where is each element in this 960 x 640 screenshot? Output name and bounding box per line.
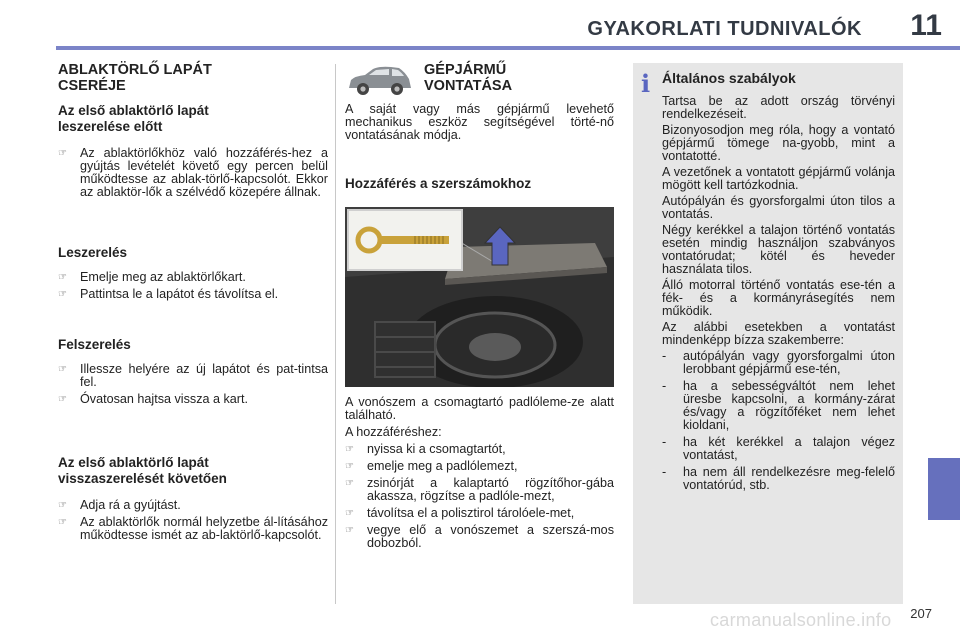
header-rule (56, 46, 960, 50)
hand-pointer-icon: ☞ (58, 289, 67, 300)
watermark: carmanualsonline.info (710, 610, 892, 630)
before-removal-title-line2: leszerelése előtt (58, 119, 163, 134)
info-paragraph: Autópályán és gyorsforgalmi úton tilos a vontatás. (662, 194, 895, 221)
info-paragraph: Négy kerékkel a talajon történő vontatás esetén mindig használjon szabványos vontatórudat; kötél és heveder használata tilos. (662, 223, 895, 276)
wiper-title-line1: ABLAKTÖRLŐ LAPÁT (58, 62, 212, 78)
list-item: ☞ nyissa ki a csomagtartót, (345, 442, 506, 456)
tools-access-text: A vonószem a csomagtartó padlóleme-ze alatt található. A hozzáféréshez: ☞ nyissa ki a csomagtartót, ☞ emelje meg a padlólemezt, ☞ zsinórját a kalaptartó rögzítőhor-gába akassza, rögzítse a padlóle-mezt, ☞ távolítsa el a polisztirol tárolóele-met, ☞ vegye elő a vonószemet a szerszá-mos dobozból. (345, 395, 614, 550)
after-refit-block (58, 455, 328, 546)
hand-pointer-icon: ☞ (345, 508, 354, 519)
towing-title (424, 62, 614, 94)
tools-access-list (345, 443, 614, 550)
info-paragraph: Bizonyosodjon meg róla, hogy a vontató gépjármű tömege na-gyobb, mint a vontatotté. (662, 123, 895, 163)
page-number: 207 (910, 606, 932, 621)
tools-access-title: Hozzáférés a szerszámokhoz (345, 176, 532, 191)
page-header (0, 0, 960, 48)
list-item: ☞ Emelje meg az ablaktörlőkart. (58, 270, 246, 284)
info-dash-list (662, 350, 895, 492)
install-title: Felszerelés (58, 337, 131, 352)
list-item: ☞ Illessze helyére az új lapátot és pat-tintsa fel. (58, 362, 328, 389)
list-item: - ha nem áll rendelkezésre meg-felelő vontatórúd, stb. (662, 465, 895, 492)
info-body (662, 95, 895, 496)
hand-pointer-icon: ☞ (58, 500, 67, 511)
install-list (58, 363, 328, 406)
info-icon: i (641, 69, 651, 98)
list-item: ☞ Óvatosan hajtsa vissza a kart. (58, 392, 248, 406)
towing-eye-icon (349, 211, 461, 269)
car-icon (345, 64, 415, 98)
after-refit-title-line2: visszaszerelését követően (58, 471, 227, 486)
info-title: Általános szabályok (662, 70, 796, 86)
after-refit-list (58, 499, 328, 542)
chapter-tab (928, 458, 960, 520)
trunk-photo (345, 207, 614, 387)
hand-pointer-icon: ☞ (58, 364, 67, 375)
column-divider (335, 64, 336, 604)
chapter-number: 11 (910, 9, 942, 42)
header-title: GYAKORLATI TUDNIVALÓK (587, 18, 862, 40)
list-item: ☞ Az ablaktörlők normál helyzetbe ál-lításához működtesse ismét az ab-laktörlő-kapcsolót. (58, 515, 328, 542)
towing-title-line1: GÉPJÁRMŰ (424, 62, 507, 78)
hand-pointer-icon: ☞ (58, 394, 67, 405)
wiper-section-title (58, 62, 328, 94)
list-item: ☞ zsinórját a kalaptartó rögzítőhor-gába akassza, rögzítse a padlóle-mezt, (345, 476, 614, 503)
hand-pointer-icon: ☞ (58, 517, 67, 528)
list-item: - ha a sebességváltót nem lehet üresbe kapcsolni, a kormány-zárat és/vagy a rögzítőféket nem lehet kioldani, (662, 379, 895, 432)
towing-eye-inset (347, 209, 463, 271)
list-item: - ha két kerékkel a talajon végez vontatást, (662, 435, 895, 462)
list-item: ☞ távolítsa el a polisztirol tárolóele-met, (345, 506, 575, 520)
removal-title: Leszerelés (58, 245, 128, 260)
before-removal-list (58, 147, 328, 199)
info-paragraph: Tartsa be az adott ország törvényi rendelkezéseit. (662, 94, 895, 121)
hand-pointer-icon: ☞ (345, 444, 354, 455)
hand-pointer-icon: ☞ (58, 148, 67, 159)
wiper-title-line2: CSERÉJE (58, 78, 126, 94)
info-paragraph: Az alábbi esetekben a vontatást mindenképp bízza szakemberre: (662, 320, 895, 347)
hand-pointer-icon: ☞ (345, 478, 354, 489)
hand-pointer-icon: ☞ (345, 525, 354, 536)
hand-pointer-icon: ☞ (345, 461, 354, 472)
info-paragraph: A vezetőnek a vontatott gépjármű volánja mögött kell tartózkodnia. (662, 165, 895, 192)
hand-pointer-icon: ☞ (58, 272, 67, 283)
list-item: ☞ Az ablaktörlőkhöz való hozzáférés-hez a gyújtás levételét követő egy percen belül működtesse az ablak-törlő-kapcsolót. Ekkor az ablaktör-lők a szélvédő közepére állnak. (58, 146, 328, 199)
removal-list (58, 271, 328, 301)
list-item: ☞ emelje meg a padlólemezt, (345, 459, 518, 473)
list-item: ☞ vegye elő a vonószemet a szerszá-mos dobozból. (345, 523, 614, 550)
before-removal-block (58, 103, 328, 203)
after-refit-title-line1: Az első ablaktörlő lapát (58, 455, 209, 470)
info-paragraph: Álló motorral történő vontatás ese-tén a fék- és a kormányrásegítés nem működik. (662, 278, 895, 318)
list-item: ☞ Pattintsa le a lapátot és távolítsa el. (58, 287, 279, 301)
towing-intro: A saját vagy más gépjármű levehető mechanikus eszköz segítségével törté-nő vontatásának módja. (345, 102, 614, 142)
list-item: - autópályán vagy gyorsforgalmi úton lerobbant gépjármű ese-tén, (662, 349, 895, 376)
install-block (58, 337, 328, 410)
removal-block (58, 245, 328, 305)
towing-title-line2: VONTATÁSA (424, 78, 513, 94)
list-item: ☞ Adja rá a gyújtást. (58, 498, 181, 512)
before-removal-title-line1: Az első ablaktörlő lapát (58, 103, 209, 118)
